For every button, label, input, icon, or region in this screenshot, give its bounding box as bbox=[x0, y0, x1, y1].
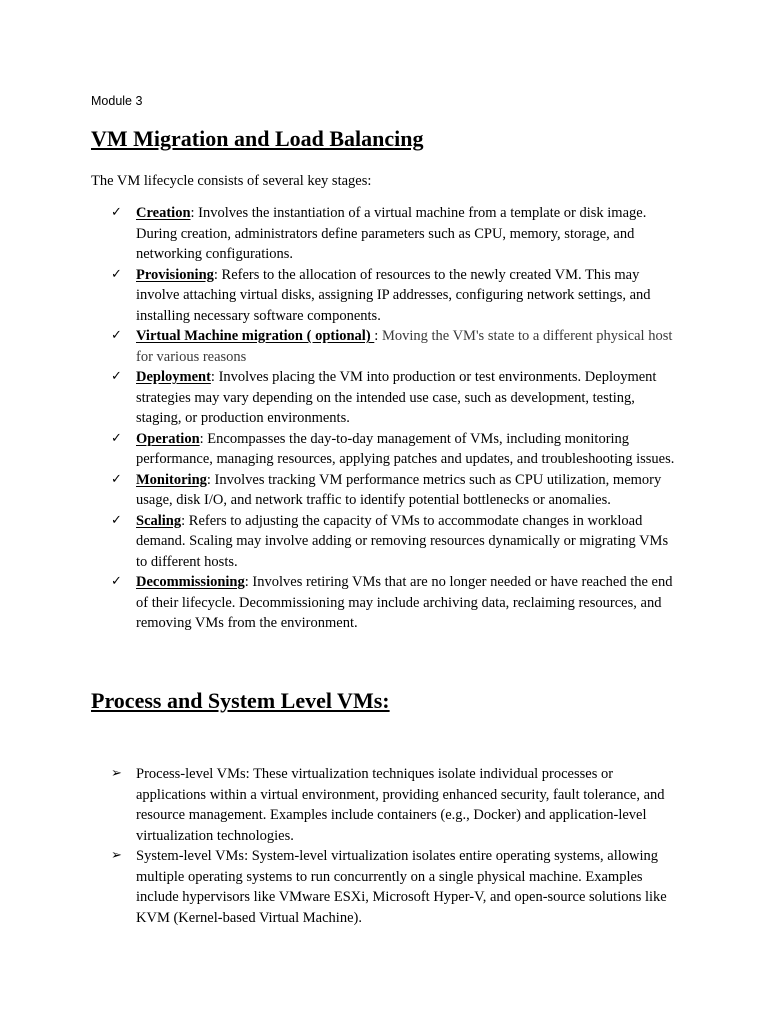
section-heading-vm-types: Process and System Level VMs: bbox=[91, 688, 390, 713]
list-item-creation bbox=[0, 203, 768, 265]
stage-term: Monitoring bbox=[136, 471, 207, 488]
lifecycle-stage-list bbox=[0, 203, 768, 634]
stage-term: Scaling bbox=[136, 512, 182, 529]
stage-description: Encompasses the day-to-day management of VMs, including monitoring performance, managing resources, applying patches and updates, and troubleshooting issues. bbox=[136, 430, 675, 467]
vm-type-description: Process-level VMs: These virtualization techniques isolate individual processes or applications within a virtual environment, providing enhanced security, fault tolerance, and resource management. Examples include containers (e.g., Docker) and application-level virtualization technologies. bbox=[136, 766, 665, 844]
page-title: VM Migration and Load Balancing bbox=[91, 126, 424, 151]
term-separator: : bbox=[374, 328, 382, 344]
term-separator: : bbox=[181, 512, 189, 529]
term-separator: : bbox=[206, 471, 215, 488]
stage-term: Provisioning bbox=[136, 266, 214, 283]
term-separator: : bbox=[210, 369, 219, 385]
vm-type-description: System-level VMs: System-level virtualization isolates entire operating systems, allowing multiple operating systems to run concurrently on a single physical machine. Examples include hypervisors like VMware ESXi, Microsoft Hyper-V, and open-source solutions like KVM (Kernel-based Virtual Machine). bbox=[136, 848, 667, 926]
stage-term: Operation bbox=[136, 430, 200, 447]
list-item-decommissioning bbox=[0, 572, 768, 634]
term-separator: : bbox=[190, 205, 199, 221]
term-separator: : bbox=[213, 266, 222, 283]
vm-type-list bbox=[0, 764, 768, 928]
arrow-bullet-icon: ➢ bbox=[111, 766, 122, 781]
stage-description: Involves retiring VMs that are no longer needed or have reached the end of their lifecycle. Decommissioning may include archiving data, reclaiming resources, and removing VMs from the environment. bbox=[136, 574, 673, 631]
stage-description: Involves tracking VM performance metrics such as CPU utilization, memory usage, disk I/O, and network traffic to identify potential bottlenecks or anomalies. bbox=[136, 471, 662, 508]
list-item-process-level-vms bbox=[0, 764, 768, 846]
list-item-monitoring bbox=[0, 470, 768, 511]
list-item-provisioning bbox=[0, 265, 768, 327]
list-item-scaling bbox=[0, 511, 768, 573]
term-separator: : bbox=[244, 574, 253, 590]
checkmark-icon: ✓ bbox=[111, 205, 122, 220]
checkmark-icon: ✓ bbox=[111, 369, 122, 384]
list-item-vm-migration bbox=[0, 326, 768, 367]
checkmark-icon: ✓ bbox=[111, 266, 122, 282]
checkmark-icon: ✓ bbox=[111, 471, 122, 487]
stage-term: Virtual Machine migration ( optional) bbox=[136, 328, 375, 344]
list-item-deployment bbox=[0, 367, 768, 429]
term-separator: : bbox=[199, 430, 208, 447]
stage-term: Creation bbox=[136, 205, 191, 221]
stage-term: Deployment bbox=[136, 369, 211, 385]
checkmark-icon: ✓ bbox=[111, 430, 122, 446]
list-item-system-level-vms bbox=[0, 846, 768, 928]
module-label: Module 3 bbox=[91, 94, 143, 108]
checkmark-icon: ✓ bbox=[111, 512, 122, 528]
stage-description: Moving the VM's state to a different physical host for various reasons bbox=[136, 328, 673, 365]
intro-text: The VM lifecycle consists of several key stages: bbox=[91, 173, 372, 189]
list-item-operation bbox=[0, 429, 768, 470]
checkmark-icon: ✓ bbox=[111, 328, 122, 343]
stage-term: Decommissioning bbox=[136, 574, 245, 590]
stage-description: Refers to the allocation of resources to the newly created VM. This may involve attaching virtual disks, assigning IP addresses, configuring network settings, and installing necessary software components. bbox=[136, 266, 651, 324]
arrow-bullet-icon: ➢ bbox=[111, 848, 122, 863]
stage-description: Involves the instantiation of a virtual machine from a template or disk image. During creation, administrators define parameters such as CPU, memory, storage, and networking configurations. bbox=[136, 205, 647, 262]
checkmark-icon: ✓ bbox=[111, 574, 122, 589]
stage-description: Refers to adjusting the capacity of VMs to accommodate changes in workload demand. Scaling may involve adding or removing resources dynamically or migrating VMs to different hosts. bbox=[136, 512, 669, 570]
stage-description: Involves placing the VM into production or test environments. Deployment strategies may vary depending on the intended use case, such as development, testing, staging, or production environments. bbox=[136, 369, 657, 426]
